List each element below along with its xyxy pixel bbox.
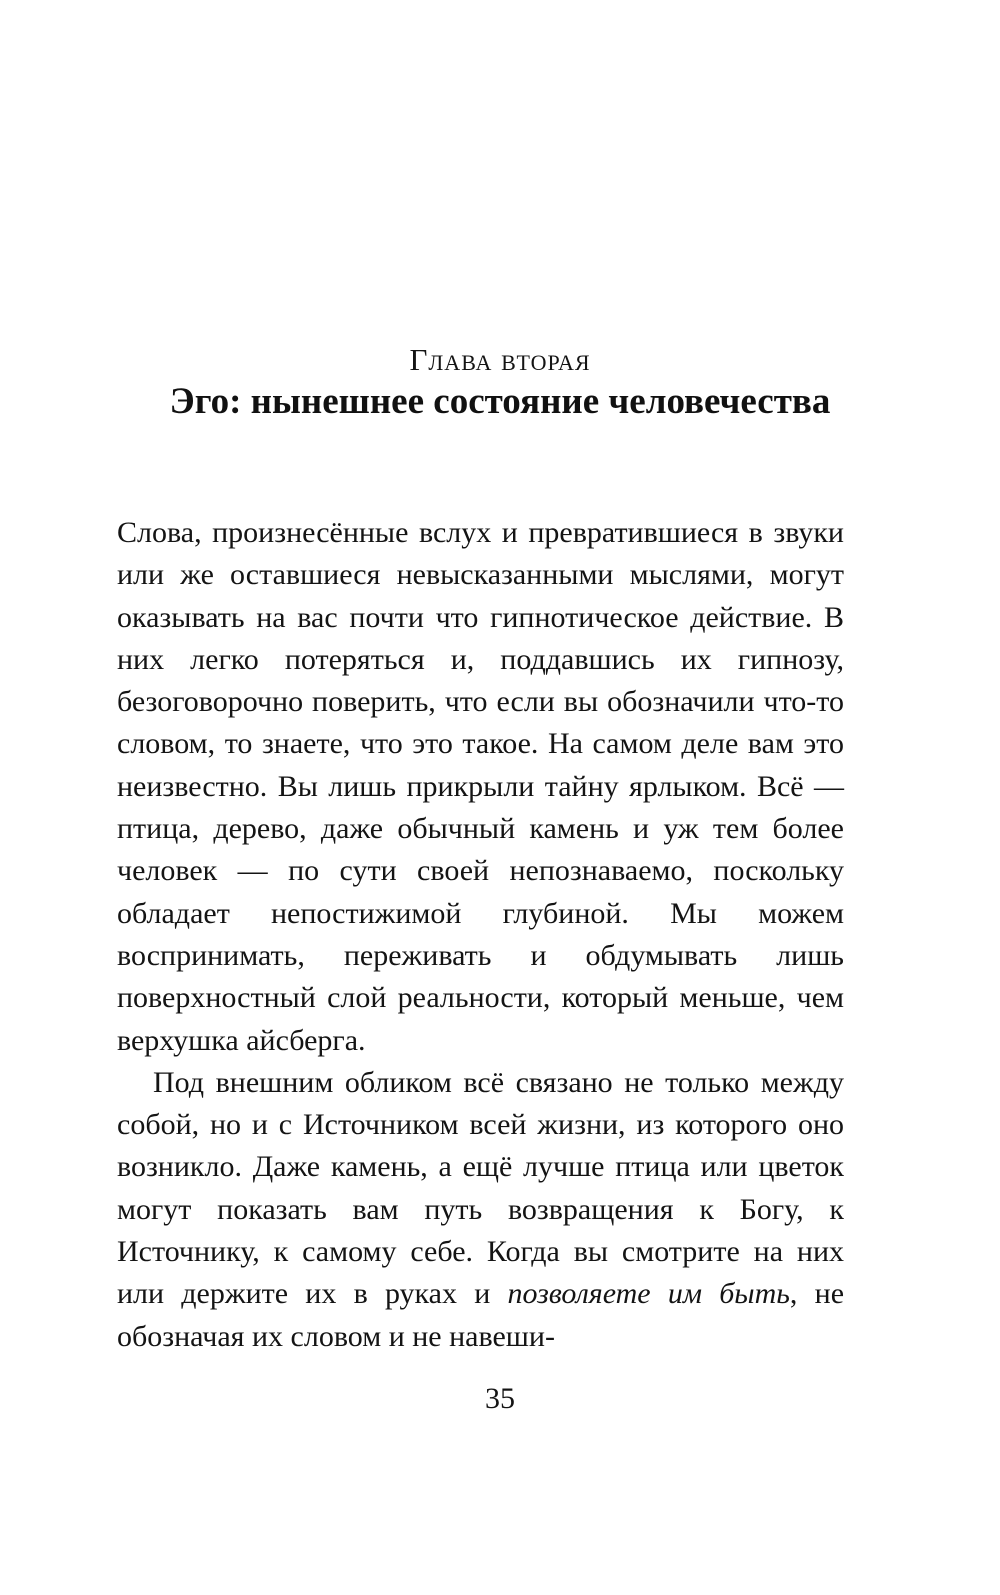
chapter-label: Глава вторая xyxy=(409,342,591,377)
paragraph-1: Слова, произнесённые вслух и превратившиеся в звуки или же оставшиеся невысказанными мыслями, могут оказывать на вас почти что гипнотическое действие. В них легко потеряться и, поддавшись их гипнозу, безоговорочно поверить, что если вы обозначили что-то словом, то знаете, что это такое. На самом деле вам это неизвестно. Вы лишь прикрыли тайну ярлыком. Всё — птица, дерево, даже обычный камень и уж тем более человек — по сути своей непознаваемо, поскольку обладает непостижимой глубиной. Мы можем воспринимать, переживать и обдумывать лишь поверхностный слой реальности, который меньше, чем верхушка айсберга. xyxy=(117,516,844,1057)
page-number: 35 xyxy=(485,1382,515,1415)
body-text xyxy=(117,512,844,1358)
paragraph-2 xyxy=(117,1062,844,1358)
paragraph-2-emphasis: позволяете им быть xyxy=(507,1277,790,1311)
paragraph-2-text-after: , не обозначая их словом и не навеши- xyxy=(117,1277,845,1353)
chapter-title: Эго: нынешнее состояние человечества xyxy=(169,381,831,422)
paragraph-2-text-before: Под внешним обликом всё связано не только между собой, но и с Источником всей жизни, из которого оно возникло. Даже камень, а ещё лучше птица или цветок могут показать вам путь возвращения к Богу, к Источнику, к самому себе. Когда вы смотрите на них или держите их в руках и xyxy=(117,1065,844,1311)
